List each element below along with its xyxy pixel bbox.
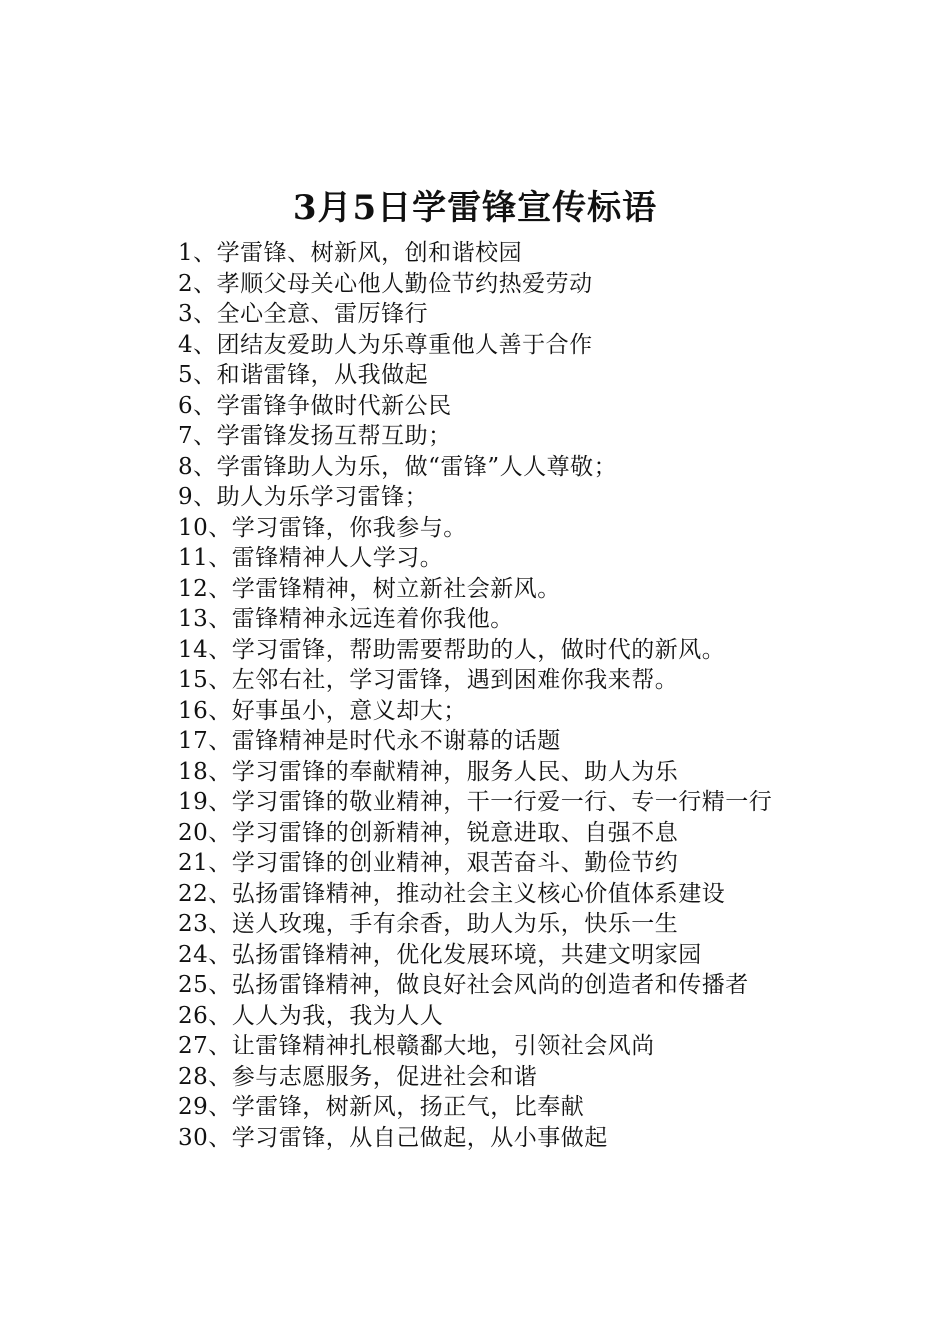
list-item: 15、左邻右社，学习雷锋，遇到困难你我来帮。 [178, 667, 679, 693]
list-item: 1、学雷锋、树新风，创和谐校园 [178, 240, 523, 266]
list-item: 20、学习雷锋的创新精神，锐意进取、自强不息 [178, 819, 679, 846]
list-item: 17、雷锋精神是时代永不谢幕的话题 [178, 728, 561, 754]
list-item: 8、学雷锋助人为乐，做“雷锋”人人尊敬； [178, 453, 618, 480]
list-item: 16、好事虽小，意义却大； [178, 697, 467, 724]
list-item: 25、弘扬雷锋精神，做良好社会风尚的创造者和传播者 [178, 972, 749, 998]
list-item: 30、学习雷锋，从自己做起，从小事做起 [178, 1124, 608, 1151]
list-item: 22、弘扬雷锋精神，推动社会主义核心价值体系建设 [178, 880, 726, 907]
list-item: 14、学习雷锋，帮助需要帮助的人，做时代的新风。 [178, 636, 726, 663]
list-item: 2、孝顺父母关心他人勤俭节约热爱劳动 [178, 270, 593, 297]
list-item: 9、助人为乐学习雷锋； [178, 484, 429, 510]
list-item: 4、团结友爱助人为乐尊重他人善于合作 [178, 331, 593, 358]
slogan-list [178, 238, 878, 1153]
list-item: 3、全心全意、雷厉锋行 [178, 301, 429, 327]
list-item: 6、学雷锋争做时代新公民 [178, 392, 452, 419]
list-item: 24、弘扬雷锋精神，优化发展环境，共建文明家园 [178, 941, 702, 968]
list-item: 13、雷锋精神永远连着你我他。 [178, 606, 514, 632]
list-item: 27、让雷锋精神扎根赣鄱大地，引领社会风尚 [178, 1033, 655, 1059]
list-item: 26、人人为我，我为人人 [178, 1002, 444, 1029]
list-item: 12、学雷锋精神，树立新社会新风。 [178, 575, 561, 602]
list-item: 5、和谐雷锋，从我做起 [178, 362, 429, 388]
page-title: 3月5日学雷锋宣传标语 [292, 188, 658, 228]
list-item: 19、学习雷锋的敬业精神，干一行爱一行、专一行精一行 [178, 789, 773, 815]
list-item: 28、参与志愿服务，促进社会和谐 [178, 1063, 538, 1090]
list-item: 11、雷锋精神人人学习。 [178, 545, 444, 571]
list-item: 21、学习雷锋的创业精神，艰苦奋斗、勤俭节约 [178, 850, 679, 876]
list-item: 29、学雷锋，树新风，扬正气，比奉献 [178, 1094, 585, 1120]
list-item: 18、学习雷锋的奉献精神，服务人民、助人为乐 [178, 758, 679, 785]
list-item: 23、送人玫瑰，手有余香，助人为乐，快乐一生 [178, 911, 679, 937]
list-item: 10、学习雷锋，你我参与。 [178, 514, 467, 541]
list-item: 7、学雷锋发扬互帮互助； [178, 423, 452, 449]
